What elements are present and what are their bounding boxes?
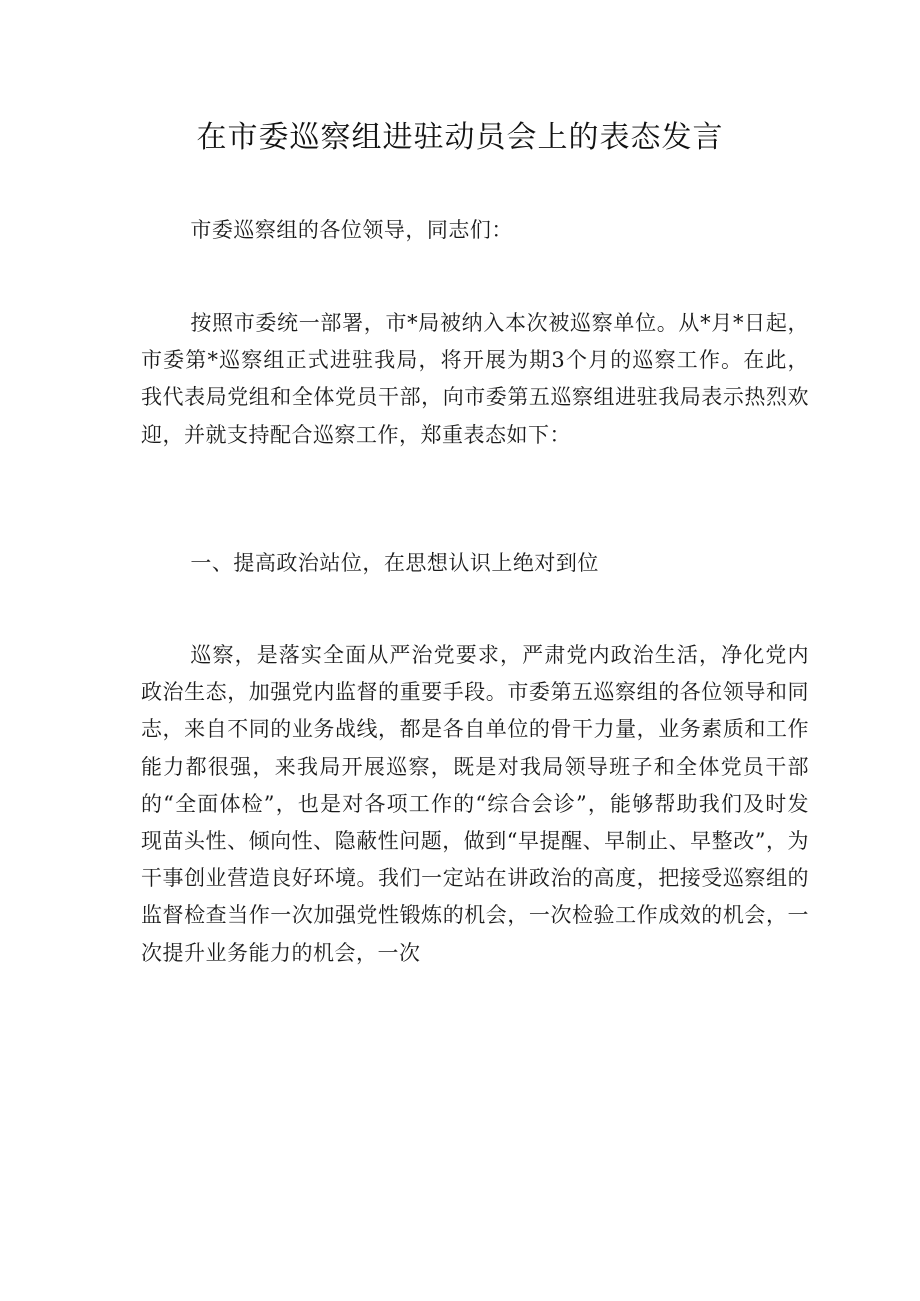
section-paragraph-1: 巡察，是落实全面从严治党要求，严肃党内政治生活，净化党内政治生态，加强党内监督的重要手段。市委第五巡察组的各位领导和同志，来自不同的业务战线，都是各自单位的骨干力量，业务素质和工作能力都很强，来我局开展巡察，既是对我局领导班子和全体党员干部的“全面体检”，也是对各项工作的“综合会诊”，能够帮助我们及时发现苗头性、倾向性、隐蔽性问题，做到“早提醒、早制止、早整改”，为干事创业营造良好环境。我们一定站在讲政治的高度，把接受巡察组的监督检查当作一次加强党性锻炼的机会，一次检验工作成效的机会，一次提升业务能力的机会，一次 — [141, 643, 809, 965]
intro-paragraph: 按照市委统一部署，市*局被纳入本次被巡察单位。从*月*日起，市委第*巡察组正式进驻我局，将开展为期3个月的巡察工作。在此，我代表局党组和全体党员干部，向市委第五巡察组进驻我局表示热烈欢迎，并就支持配合巡察工作，郑重表态如下： — [141, 311, 809, 447]
section-heading-1: 一、提高政治站位，在思想认识上绝对到位 — [190, 551, 599, 575]
salutation: 市委巡察组的各位领导，同志们： — [190, 218, 513, 242]
document-title: 在市委巡察组进驻动员会上的表态发言 — [196, 120, 724, 155]
